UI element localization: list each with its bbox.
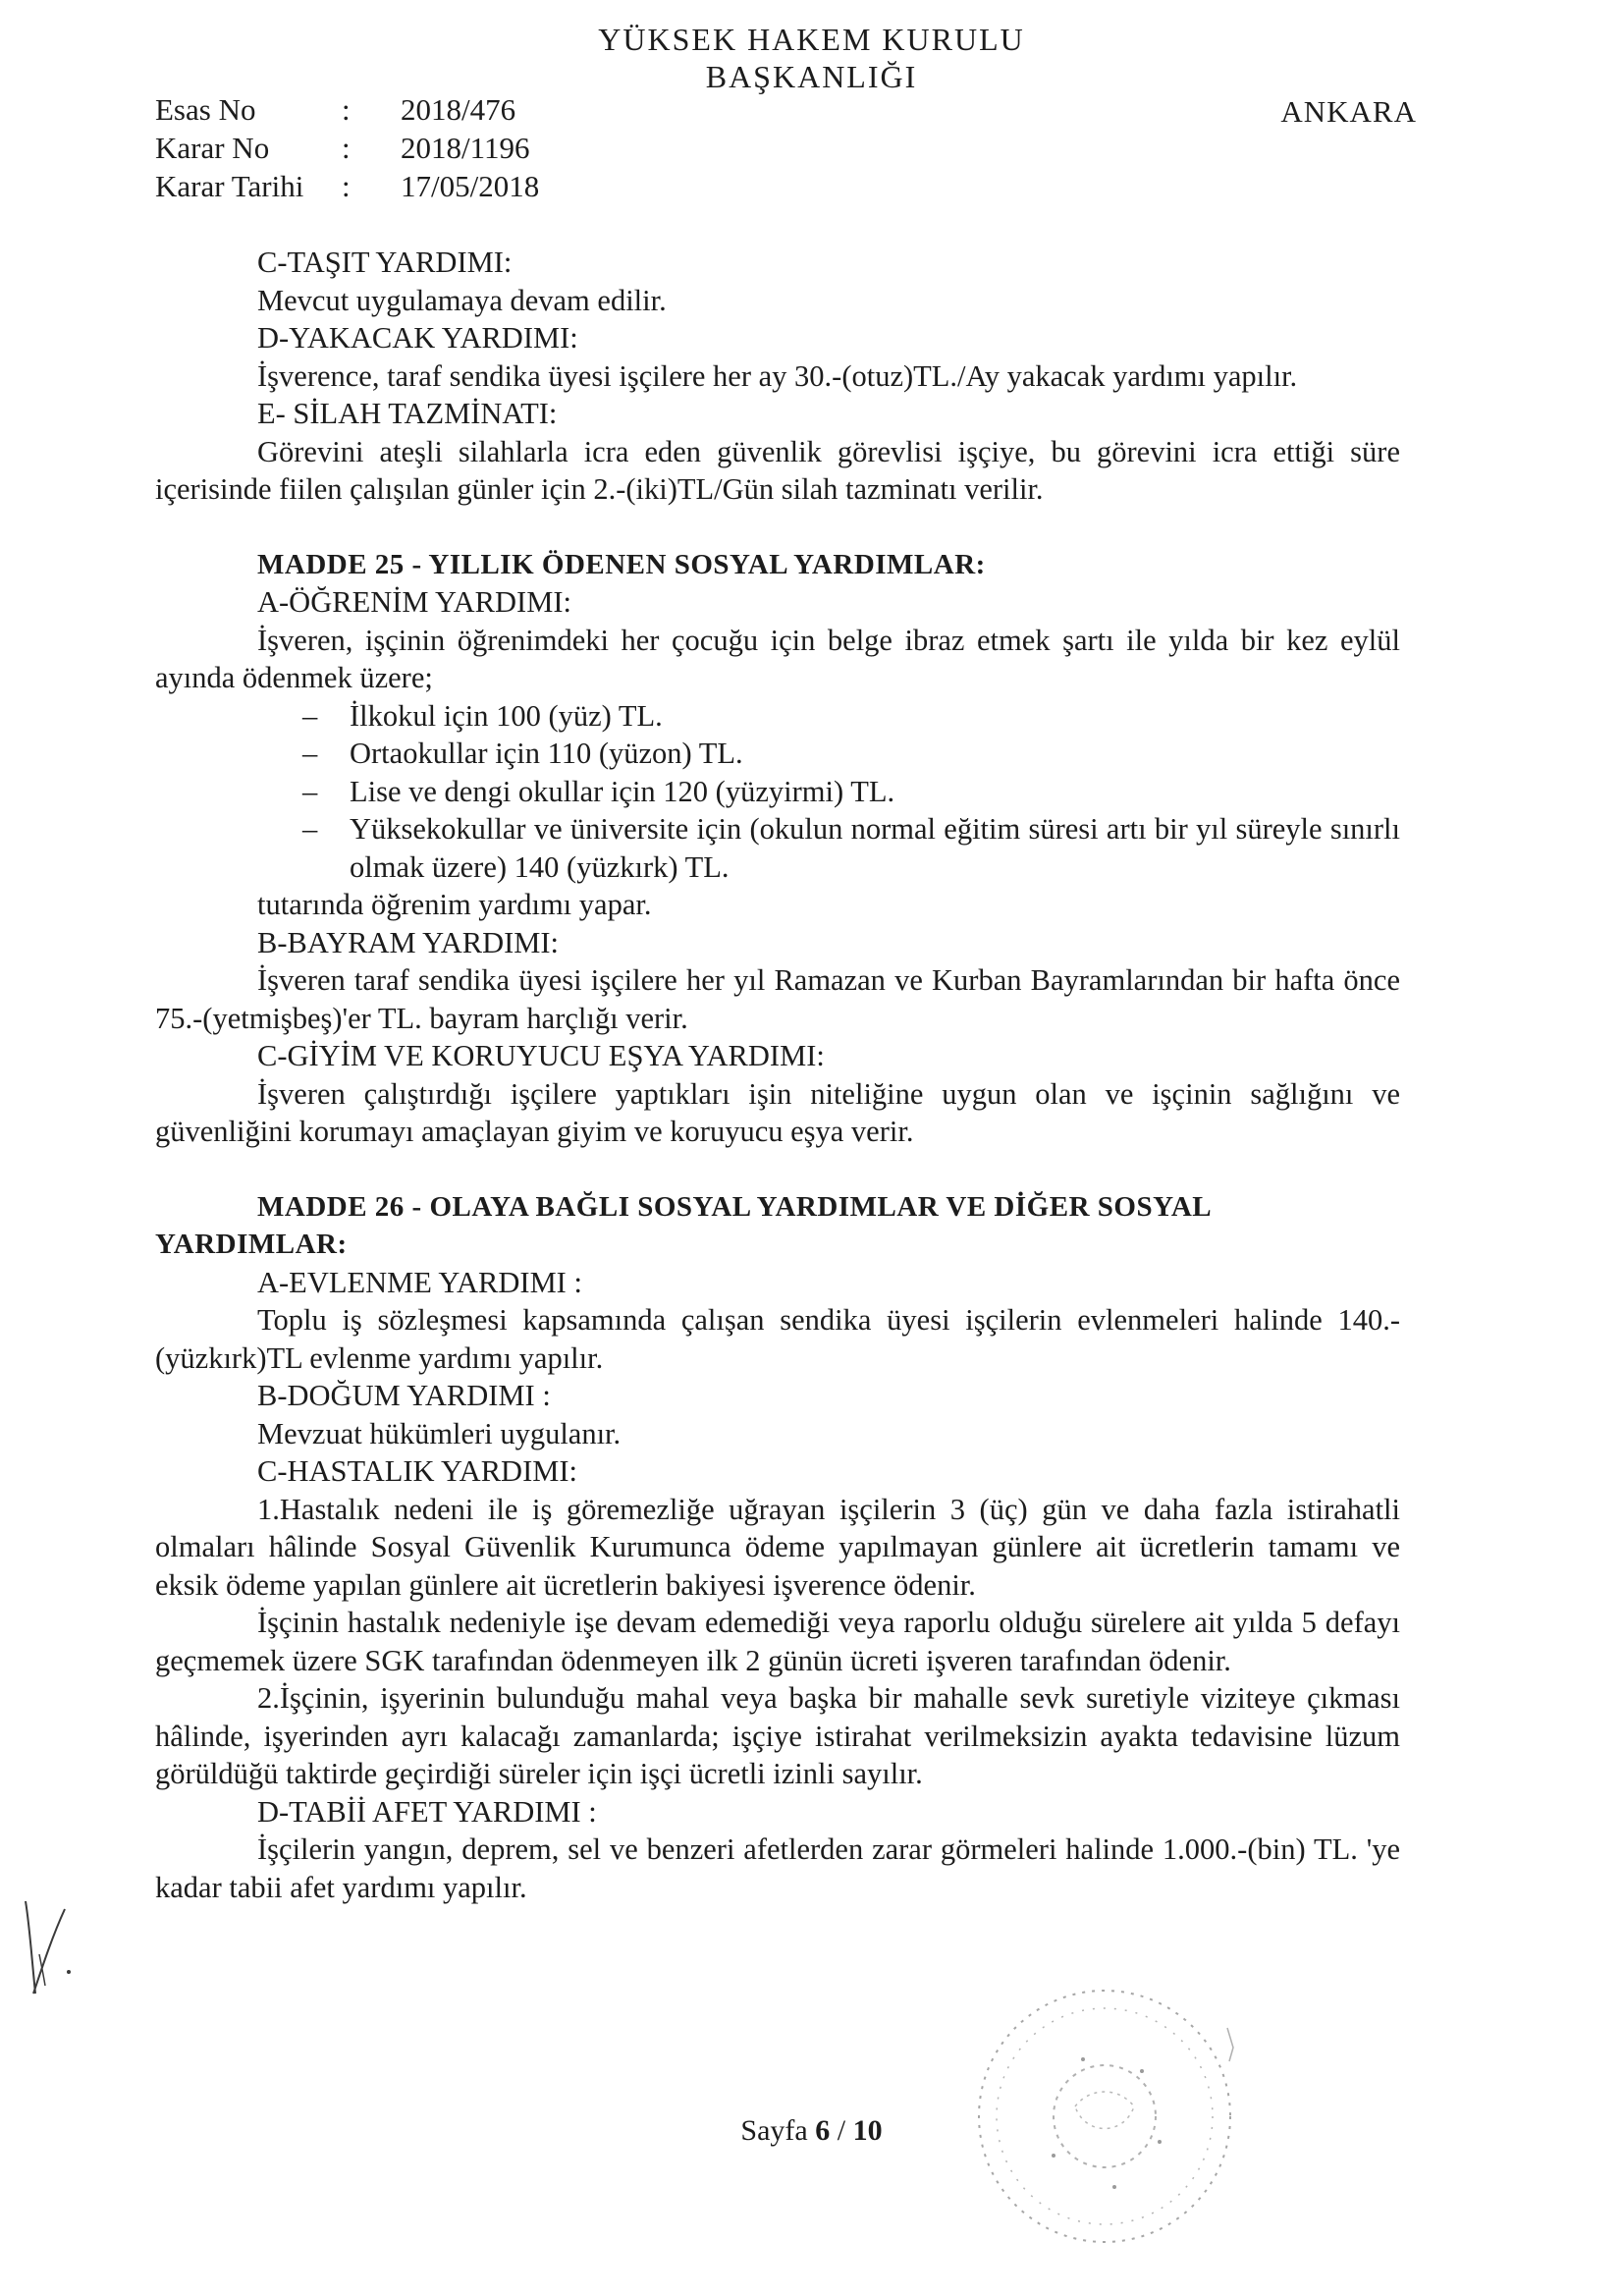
article-26-heading-line1: MADDE 26 - OLAYA BAĞLI SOSYAL YARDIMLAR VE DİĞER SOSYAL <box>257 1190 1213 1223</box>
section-heading-yakacak: D-YAKACAK YARDIMI: <box>257 321 578 355</box>
section-text-hastalik-1: 1.Hastalık nedeni ile iş göremezliğe uğrayan işçilerin 3 (üç) gün ve daha fazla istirahatli olmaları hâlinde Sosyal Güvenlik Kurumunca ödeme yapılmayan günlere ait ücretlerin tamamı ve eksik ödeme yapılan günlere ait ücretlerin bakiyesi işverence ödenir. <box>155 1492 1400 1602</box>
meta-row-tarih <box>155 169 539 204</box>
section-text-giyim: İşveren çalıştırdığı işçilere yaptıkları işin niteliğine uygun olan ve işçinin sağlığını ve güvenliğini korumayı amaçlayan giyim ve koruyucu eşya verir. <box>155 1076 1400 1148</box>
section-text-hastalik-2: İşçinin hastalık nedeniyle işe devam edemediği veya raporlu olduğu sürelere ait yılda 5 defayı geçmemek üzere SGK tarafından ödenmeyen ilk 2 günün ücreti işveren tarafından ödenir. <box>155 1606 1400 1677</box>
section-tail-ogrenim: tutarında öğrenim yardımı yapar. <box>257 888 652 921</box>
document-body <box>155 244 1400 1906</box>
list-item: – Ortaokullar için 110 (yüzon) TL. <box>302 735 1400 773</box>
section-heading-tasit: C-TAŞIT YARDIMI: <box>257 246 513 279</box>
list-item: – İlkokul için 100 (yüz) TL. <box>302 697 1400 736</box>
meta-label: Esas No <box>155 92 256 127</box>
meta-value: 2018/1196 <box>401 131 530 165</box>
section-heading-giyim: C-GİYİM VE KORUYUCU EŞYA YARDIMI: <box>257 1039 825 1072</box>
meta-label: Karar No <box>155 131 270 165</box>
meta-row-karar <box>155 131 529 166</box>
section-heading-afet: D-TABİİ AFET YARDIMI : <box>257 1794 597 1829</box>
section-heading-silah: E- SİLAH TAZMİNATI: <box>257 397 558 430</box>
institution-title-line2: BAŞKANLIĞI <box>705 59 918 94</box>
page-total: 10 <box>852 2114 883 2147</box>
meta-colon: : <box>342 92 351 127</box>
institution-title-line1: YÜKSEK HAKEM KURULU <box>598 22 1025 57</box>
page-number <box>0 2114 1623 2148</box>
list-item: – Lise ve dengi okullar için 120 (yüzyirmi) TL. <box>302 773 1400 811</box>
page-current: 6 <box>815 2114 831 2147</box>
section-text-bayram: İşveren taraf sendika üyesi işçilere her yıl Ramazan ve Kurban Bayramlarından bir hafta önce 75.-(yetmişbeş)'er TL. bayram harçlığı verir. <box>155 963 1400 1035</box>
section-text-evlenme: Toplu iş sözleşmesi kapsamında çalışan sendika üyesi işçilerin evlenmeleri halinde 140.-(yüzkırk)TL evlenme yardımı yapılır. <box>155 1303 1400 1375</box>
section-heading-evlenme: A-EVLENME YARDIMI : <box>257 1265 582 1299</box>
section-text-ogrenim: İşveren, işçinin öğrenimdeki her çocuğu için belge ibraz etmek şartı ile yılda bir kez eylül ayında ödenmek üzere; <box>155 623 1400 694</box>
list-item: – Yüksekokullar ve üniversite için (okulun normal eğitim süresi artı bir yıl süreyle sınırlı olmak üzere) 140 (yüzkırk) TL. <box>302 810 1400 886</box>
section-heading-hastalik: C-HASTALIK YARDIMI: <box>257 1454 577 1488</box>
ogrenim-list <box>155 697 1400 887</box>
city-label: ANKARA <box>1280 94 1417 129</box>
page-prefix: Sayfa <box>740 2114 808 2147</box>
page-separator: / <box>837 2114 846 2147</box>
section-heading-ogrenim: A-ÖĞRENİM YARDIMI: <box>257 585 571 619</box>
section-heading-dogum: B-DOĞUM YARDIMI : <box>257 1379 551 1412</box>
handwritten-initial-icon <box>18 1895 77 2003</box>
section-text-dogum: Mevzuat hükümleri uygulanır. <box>257 1416 622 1450</box>
meta-value: 17/05/2018 <box>401 169 540 203</box>
section-text-hastalik-3: 2.İşçinin, işyerinin bulunduğu mahal veya başka bir mahalle sevk suretiyle viziteye çıkması hâlinde, işyerinden ayrı kalacağı zamanlarda; işçiye istirahat verilmeksizin ayakta tedavisine lüzum görüldüğü taktirde geçirdiği süreler için işçi ücretli izinli sayılır. <box>155 1681 1400 1790</box>
meta-colon: : <box>342 169 351 203</box>
meta-row-esas <box>155 92 515 128</box>
article-26-heading-line2: YARDIMLAR: <box>155 1229 348 1260</box>
section-text-yakacak: İşverence, taraf sendika üyesi işçilere her ay 30.-(otuz)TL./Ay yakacak yardımı yapılır. <box>257 358 1298 393</box>
meta-colon: : <box>342 131 351 165</box>
section-text-afet: İşçilerin yangın, deprem, sel ve benzeri afetlerden zarar görmeleri halinde 1.000.-(bin) TL. 'ye kadar tabii afet yardımı yapılır. <box>155 1832 1400 1904</box>
section-text-tasit: Mevcut uygulamaya devam edilir. <box>257 283 667 317</box>
meta-label: Karar Tarihi <box>155 169 304 203</box>
section-heading-bayram: B-BAYRAM YARDIMI: <box>257 925 560 959</box>
meta-value: 2018/476 <box>401 92 516 127</box>
article-25-heading: MADDE 25 - YILLIK ÖDENEN SOSYAL YARDIMLAR: <box>257 548 986 580</box>
section-text-silah: Görevini ateşli silahlarla icra eden güvenlik görevlisi işçiye, bu görevini icra ettiği süre içerisinde fiilen çalışılan günler için 2.-(iki)TL/Gün silah tazminatı verilir. <box>155 434 1400 506</box>
